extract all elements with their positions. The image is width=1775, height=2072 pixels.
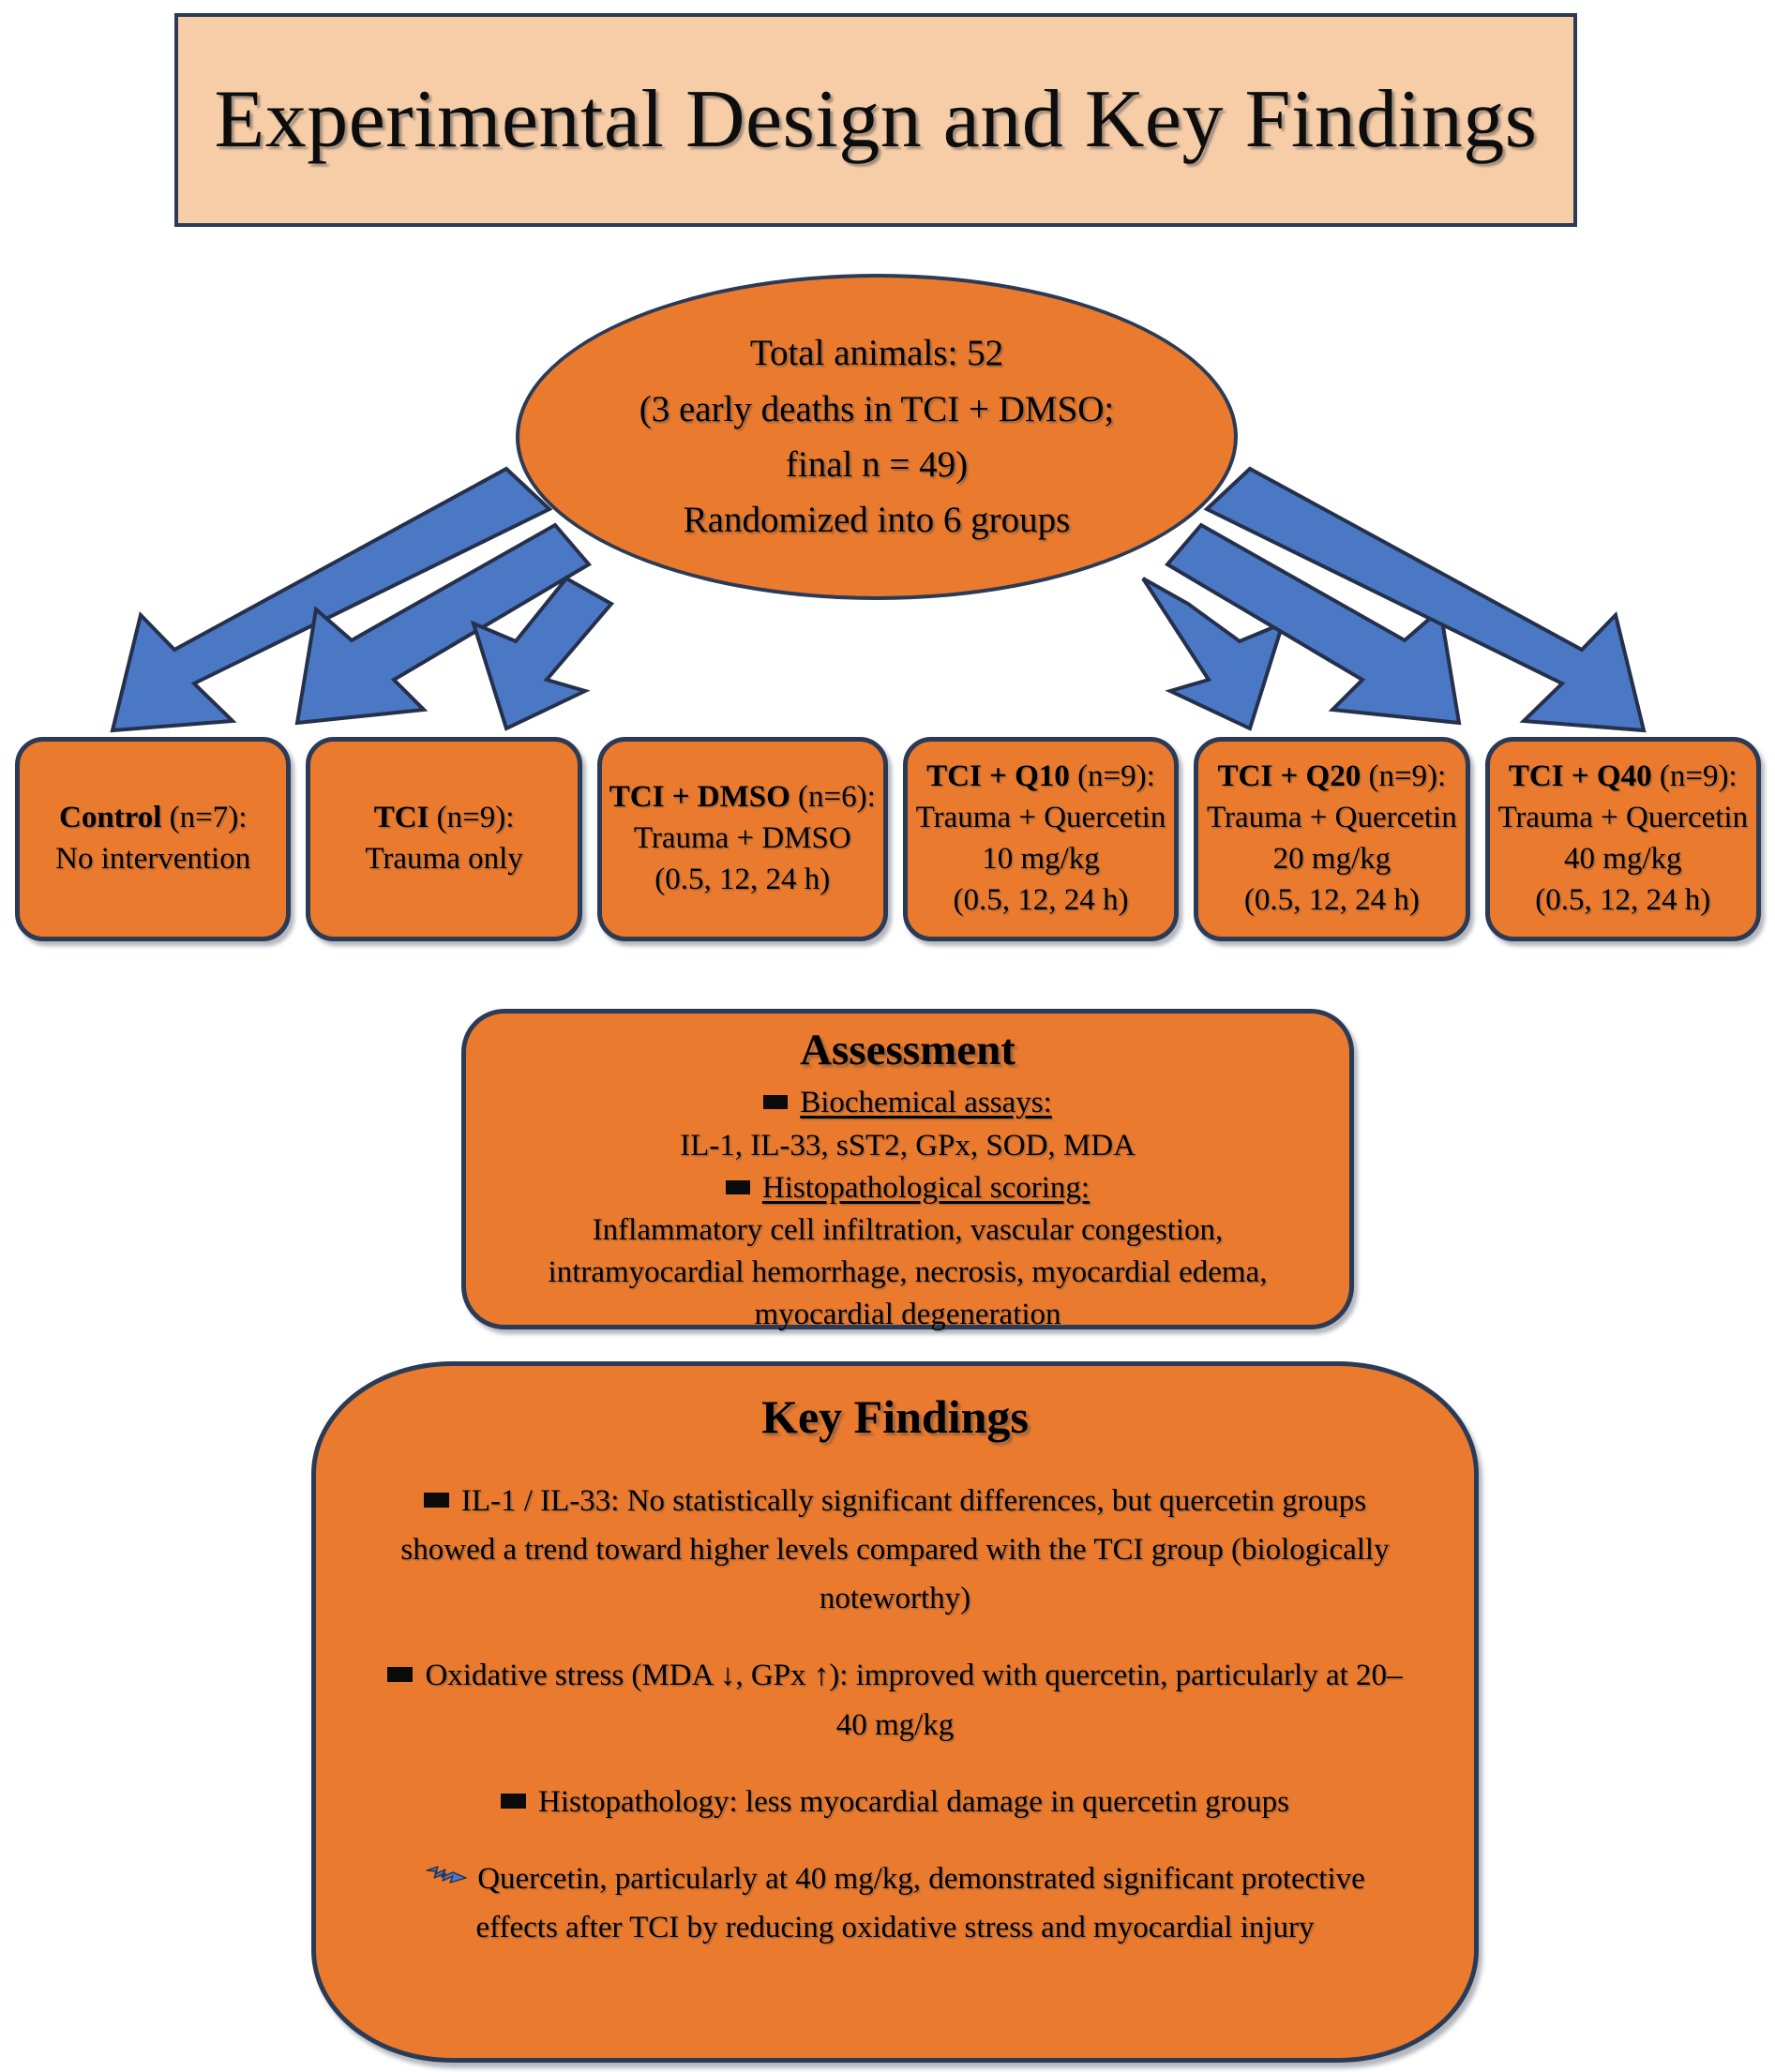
group-header [59,798,247,839]
square-bullet-icon [424,1493,449,1508]
square-bullet-icon [726,1180,750,1194]
finding-text: Histopathology: less myocardial damage in quercetin groups [538,1784,1289,1819]
assessment-section-heading-biochemical [483,1082,1332,1125]
assessment-body-biochemical: IL-1, IL-33, sST2, GPx, SOD, MDA [680,1128,1136,1163]
key-findings-node [311,1361,1479,2063]
group-boxes-row [15,737,1761,941]
lightning-bolt-icon [425,1857,468,1884]
arrow-to-tci-dmso [474,578,611,728]
assessment-section-heading-histopathological [483,1167,1332,1210]
group-box-tci [306,737,581,941]
arrow-to-tci [297,525,589,723]
group-n: (n=9): [1077,759,1155,794]
group-detail-1: Trauma + Quercetin [1497,801,1749,835]
group-name: TCI + Q10 [926,759,1070,794]
root-line-2: (3 early deaths in TCI + DMSO; [639,388,1115,429]
group-header [374,798,515,839]
group-detail-3: (0.5, 12, 24 h) [1535,882,1711,917]
group-detail-3: (0.5, 12, 24 h) [953,882,1129,917]
assessment-body-histo-3: myocardial degeneration [754,1298,1061,1332]
group-detail-2: 10 mg/kg [982,842,1100,876]
group-box-tci-q20 [1194,737,1469,941]
group-detail-1: Trauma + Quercetin [1207,801,1457,835]
group-box-tci-dmso [597,737,888,941]
finding-text: Quercetin, particularly at 40 mg/kg, demonstrated significant protective effects after TCI by reducing oxidative stress and myocardial injury [475,1861,1365,1944]
assessment-body-histo-1: Inflammatory cell infiltration, vascular congestion, [592,1213,1224,1248]
finding-item [385,1778,1405,1826]
group-box-control [15,737,291,941]
group-name: TCI + Q40 [1508,759,1652,794]
root-line-1: Total animals: 52 [749,333,1004,374]
group-detail-1: Trauma only [365,842,523,876]
finding-item [385,1651,1405,1749]
arrow-to-control [113,469,549,730]
square-bullet-icon [387,1667,413,1682]
square-bullet-icon [501,1794,526,1809]
group-detail-2: (0.5, 12, 24 h) [654,862,831,896]
group-n: (n=7): [169,801,248,835]
group-header [1509,757,1737,798]
group-detail-1: Trauma + DMSO [633,821,851,856]
group-detail-2: 20 mg/kg [1272,842,1391,876]
arrow-to-tci-q20 [1167,525,1459,723]
group-n: (n=6): [798,780,876,815]
square-bullet-icon [763,1095,788,1109]
assessment-node [461,1009,1354,1332]
root-line-3: final n = 49) [785,444,969,485]
finding-item [385,1854,1405,1952]
group-header [926,757,1155,798]
group-n: (n=9): [1659,759,1737,794]
group-name: TCI + Q20 [1217,759,1361,794]
arrow-to-tci-q10 [1143,578,1283,728]
page-title-banner [174,13,1577,227]
assessment-title: Assessment [800,1026,1015,1074]
assessment-heading-text: Histopathological scoring: [761,1170,1091,1205]
group-box-tci-q40 [1485,737,1761,941]
group-name: TCI [373,801,429,835]
group-header [609,777,876,818]
finding-text: IL-1 / IL-33: No statistically significant differences, but quercetin groups showed a trend toward higher levels compared with the TCI group (biologically noteworthy) [400,1484,1390,1616]
group-name: TCI + DMSO [609,780,790,815]
group-n: (n=9): [1368,759,1447,794]
group-detail-1: No intervention [55,842,251,876]
arrow-to-tci-q40 [1207,469,1644,730]
root-node-total-animals [516,274,1238,600]
group-detail-1: Trauma + Quercetin [915,801,1166,835]
page-title: Experimental Design and Key Findings [214,74,1538,165]
group-header [1218,757,1447,798]
assessment-body-histo-2: intramyocardial hemorrhage, necrosis, myocardial edema, [548,1255,1268,1290]
finding-text: Oxidative stress (MDA ↓, GPx ↑): improved with quercetin, particularly at 20–40 mg/kg [425,1659,1403,1742]
root-line-4: Randomized into 6 groups [683,500,1071,541]
group-box-tci-q10 [903,737,1179,941]
group-name: Control [58,801,162,835]
group-detail-3: (0.5, 12, 24 h) [1243,882,1420,917]
key-findings-title: Key Findings [761,1390,1029,1443]
group-detail-2: 40 mg/kg [1563,842,1682,876]
assessment-heading-text: Biochemical assays: [800,1086,1052,1120]
group-n: (n=9): [436,801,515,835]
finding-item [385,1477,1405,1623]
